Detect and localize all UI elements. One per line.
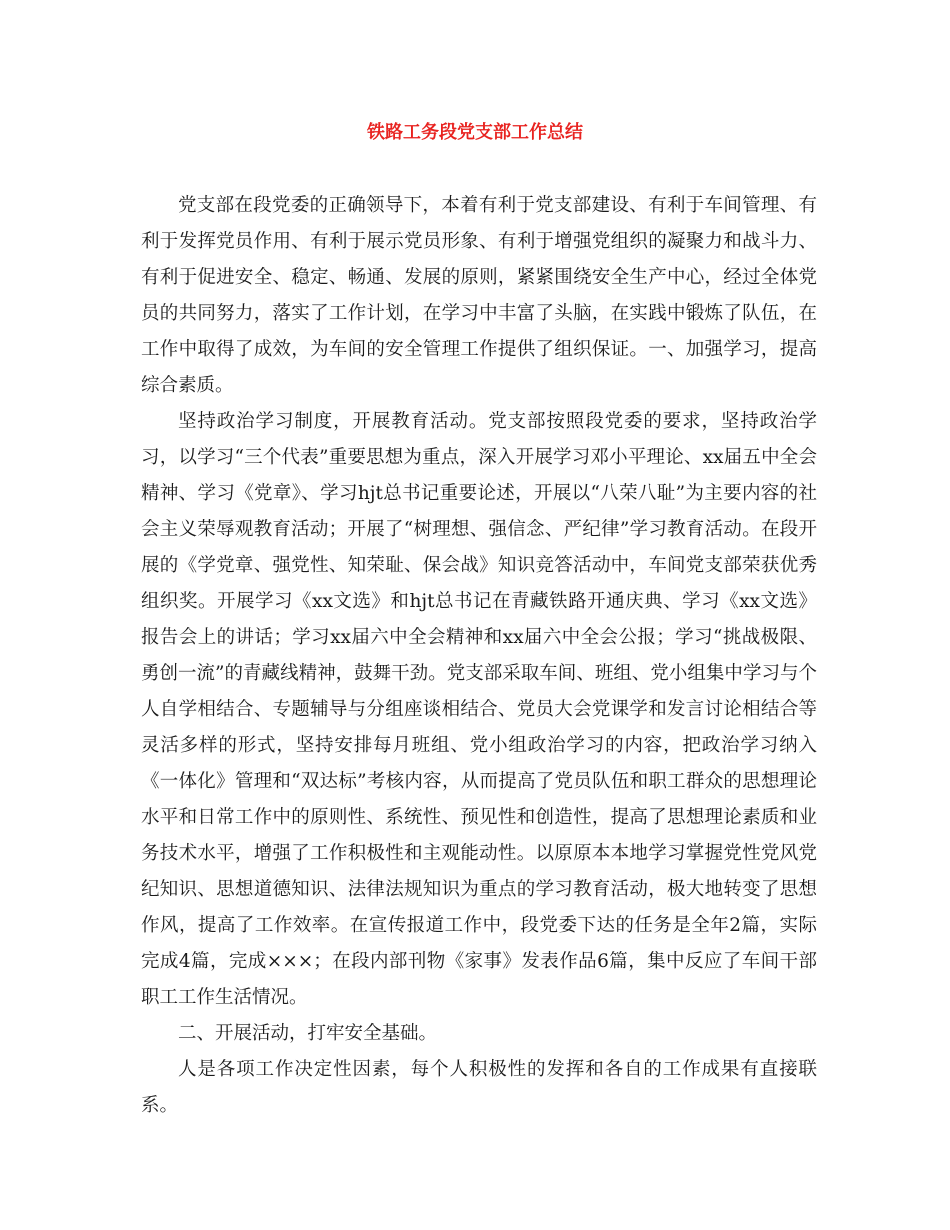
paragraph-intro: 党支部在段党委的正确领导下，本着有利于党支部建设、有利于车间管理、有利于发挥党员作用、有利于展示党员形象、有利于增强党组织的凝聚力和战斗力、有利于促进安全、稳定、畅通、发展的原则，紧紧围绕安全生产中心，经过全体党员的共同努力，落实了工作计划，在学习中丰富了头脑，在实践中锻炼了队伍，在工作中取得了成效，为车间的安全管理工作提供了组织保证。一、加强学习，提高综合素质。 <box>141 195 817 396</box>
paragraph-study: 坚持政治学习制度，开展教育活动。党支部按照段党委的要求，坚持政治学习，以学习“三个代表”重要思想为重点，深入开展学习邓小平理论、xx届五中全会精神、学习《党章》、学习hjt总书记重要论述，开展以“八荣八耻”为主要内容的社会主义荣辱观教育活动；开展了“树理想、强信念、严纪律”学习教育活动。在段开展的《学党章、强党性、知荣耻、保会战》知识竞答活动中，车间党支部荣获优秀组织奖。开展学习《xx文选》和hjt总书记在青藏铁路开通庆典、学习《xx文选》报告会上的讲话；学习xx届六中全会精神和xx届六中全会公报；学习“挑战极限、勇创一流”的青藏线精神，鼓舞干劲。党支部采取车间、班组、党小组集中学习与个人自学相结合、专题辅导与分组座谈相结合、党员大会党课学和发言讨论相结合等灵活多样的形式，坚持安排每月班组、党小组政治学习的内容，把政治学习纳入《一体化》管理和“双达标”考核内容，从而提高了党员队伍和职工群众的思想理论水平和日常工作中的原则性、系统性、预见性和创造性，提高了思想理论素质和业务技术水平，增强了工作积极性和主观能动性。以原原本本地学习掌握党性党风党纪知识、思想道德知识、法律法规知识为重点的学习教育活动，极大地转变了思想作风，提高了工作效率。在宣传报道工作中，段党委下达的任务是全年2篇，实际完成4篇，完成×××；在段内部刊物《家事》发表作品6篇，集中反应了车间干部职工工作生活情况。 <box>141 411 817 1008</box>
section-heading-activities: 二、开展活动，打牢安全基础。 <box>178 1023 438 1044</box>
paragraph-people: 人是各项工作决定性因素，每个人积极性的发挥和各自的工作成果有直接联系。 <box>141 1059 817 1116</box>
document-body <box>141 188 817 1124</box>
document-title: 铁路工务段党支部工作总结 <box>367 122 583 143</box>
